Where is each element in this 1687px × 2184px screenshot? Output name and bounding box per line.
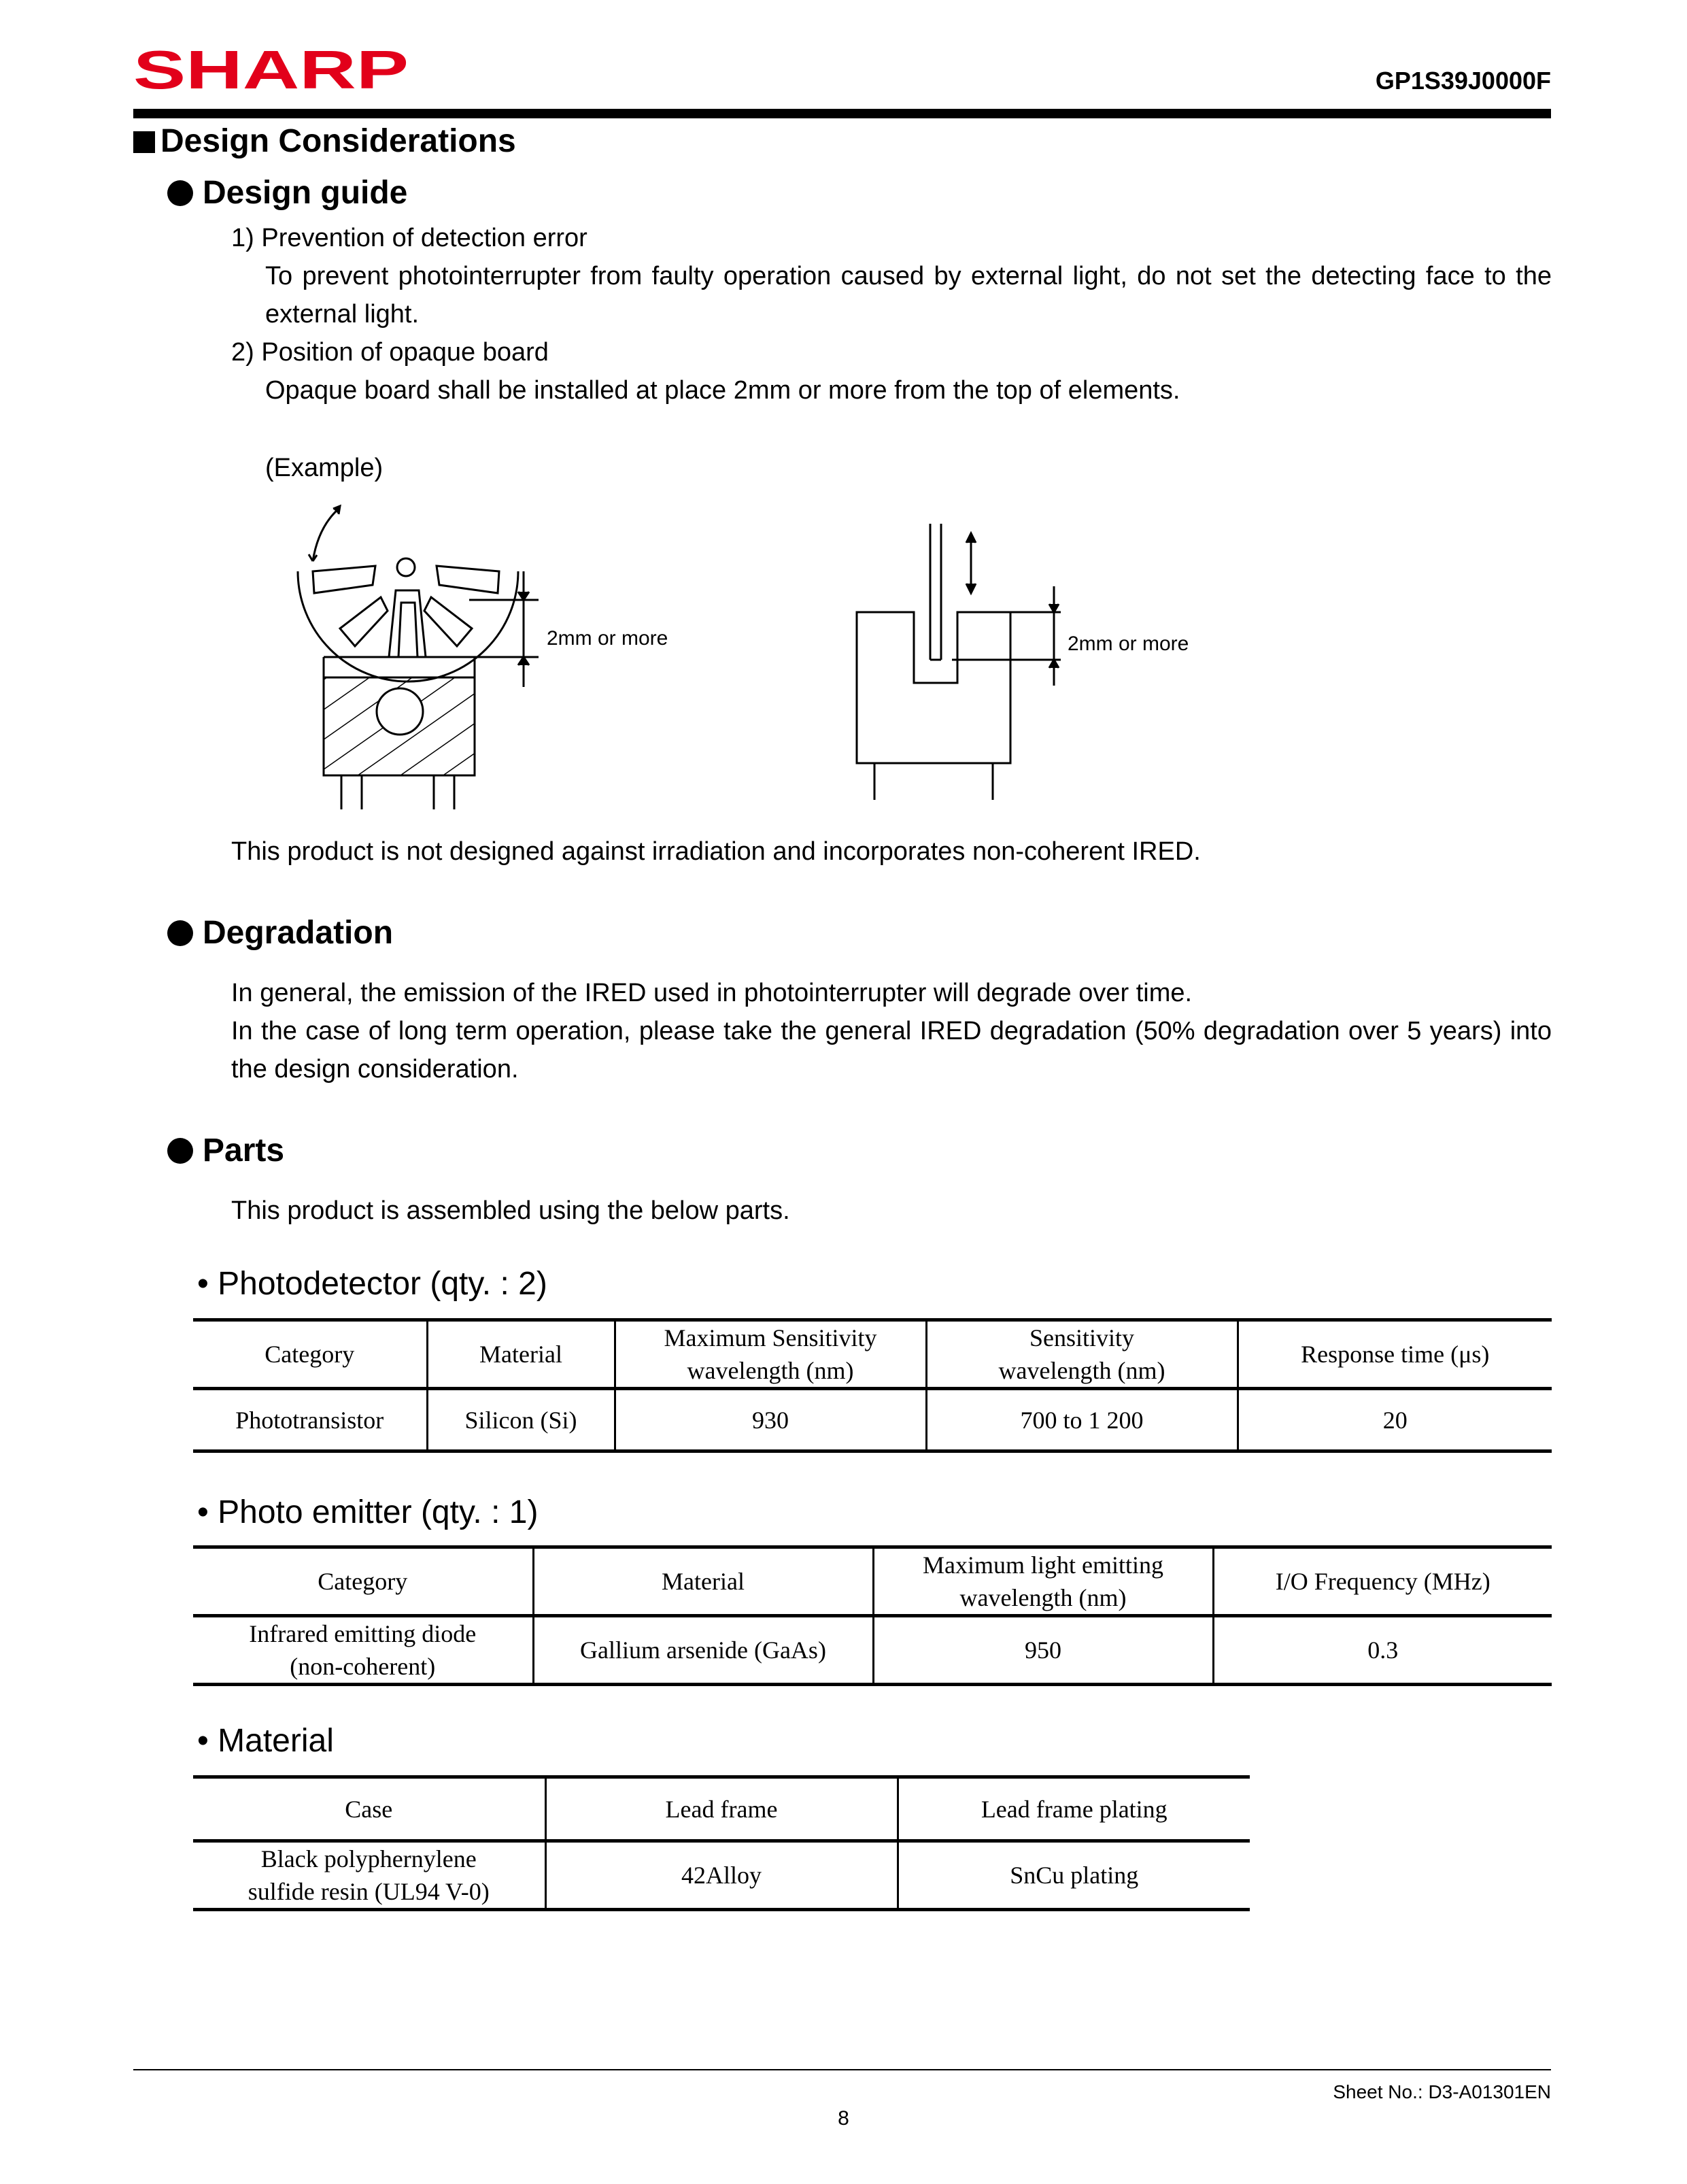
circle-bullet-icon xyxy=(167,920,193,946)
disc-outline xyxy=(298,571,518,682)
section-title: Design Considerations xyxy=(160,123,516,159)
table-cell: Black polyphernylene sulfide resin (UL94 V-0) xyxy=(193,1841,545,1910)
table-cell: 20 xyxy=(1238,1389,1552,1451)
header-cell: Response time (μs) xyxy=(1238,1320,1552,1389)
table-cell: Gallium arsenide (GaAs) xyxy=(533,1616,873,1685)
header-cell: Material xyxy=(533,1547,873,1616)
header-cell: Maximum Sensitivity wavelength (nm) xyxy=(615,1320,926,1389)
table-cell: 42Alloy xyxy=(545,1841,898,1910)
parts-intro: This product is assembled using the below parts. xyxy=(231,1196,790,1225)
document-id: GP1S39J0000F xyxy=(1375,67,1551,95)
table-cell: 950 xyxy=(873,1616,1213,1685)
circle-bullet-icon xyxy=(167,180,193,206)
item1-text: To prevent photointerrupter from faulty operation caused by external light, do not set the detecting face to the external light. xyxy=(265,262,1552,329)
table-row xyxy=(193,1841,1250,1910)
table-header-row xyxy=(193,1777,1250,1841)
header-cell: Sensitivity wavelength (nm) xyxy=(926,1320,1238,1389)
degradation-heading: Degradation xyxy=(167,914,393,952)
degradation-line2: In the case of long term operation, please take the general IRED degradation (50% degradation over 5 years) into the design consideration. xyxy=(231,1017,1552,1083)
page-number: 8 xyxy=(838,2107,849,2130)
example-label: (Example) xyxy=(265,454,384,482)
sharp-logo xyxy=(133,42,412,95)
header-cell: Category xyxy=(193,1547,533,1616)
square-bullet-icon xyxy=(133,131,155,153)
brand-text: SHARP xyxy=(133,42,409,95)
material-label: • Material xyxy=(197,1723,334,1759)
table-cell: SnCu plating xyxy=(898,1841,1250,1910)
table-row xyxy=(193,1616,1552,1685)
table-cell: Infrared emitting diode (non-coherent) xyxy=(193,1616,533,1685)
dimension-label-right: 2mm or more xyxy=(1068,633,1189,655)
header-cell: Case xyxy=(193,1777,545,1841)
header-cell: Maximum light emitting wavelength (nm) xyxy=(873,1547,1213,1616)
footer-rule xyxy=(133,2069,1551,2070)
parts-heading: Parts xyxy=(167,1132,284,1169)
sheet-number: Sheet No.: D3-A01301EN xyxy=(1333,2081,1551,2102)
table-header-row xyxy=(193,1320,1552,1389)
degradation-line1: In general, the emission of the IRED used in photointerrupter will degrade over time. xyxy=(231,979,1193,1007)
photodetector-label: • Photodetector (qty. : 2) xyxy=(197,1266,547,1302)
table-cell: 700 to 1 200 xyxy=(926,1389,1238,1451)
photo-emitter-table xyxy=(193,1545,1552,1686)
irradiation-note: This product is not designed against irradiation and incorporates non-coherent IRED. xyxy=(231,837,1201,866)
table-cell: Phototransistor xyxy=(193,1389,427,1451)
photo-emitter-label: • Photo emitter (qty. : 1) xyxy=(197,1494,539,1530)
item2-title: 2) Position of opaque board xyxy=(231,338,549,367)
header-cell: Lead frame plating xyxy=(898,1777,1250,1841)
material-table xyxy=(193,1775,1250,1911)
rotary-encoder-diagram xyxy=(286,497,707,809)
header-cell: Material xyxy=(427,1320,615,1389)
circle-bullet-icon xyxy=(167,1138,193,1164)
section-heading xyxy=(133,122,516,160)
design-guide-heading: Design guide xyxy=(167,174,407,212)
header-cell: I/O Frequency (MHz) xyxy=(1213,1547,1552,1616)
table-header-row xyxy=(193,1547,1552,1616)
dimension-label-left: 2mm or more xyxy=(547,627,668,650)
rotation-arrow-icon xyxy=(313,509,339,561)
table-cell: 0.3 xyxy=(1213,1616,1552,1685)
table-row xyxy=(193,1389,1552,1451)
slot-sensor-diagram xyxy=(843,524,1224,809)
header-cell: Lead frame xyxy=(545,1777,898,1841)
header-rule xyxy=(133,109,1551,118)
item1-title: 1) Prevention of detection error xyxy=(231,224,587,252)
header-cell: Category xyxy=(193,1320,427,1389)
photodetector-table xyxy=(193,1318,1552,1453)
item2-text: Opaque board shall be installed at place 2mm or more from the top of elements. xyxy=(265,376,1180,405)
sensor-housing xyxy=(857,612,1010,763)
table-cell: 930 xyxy=(615,1389,926,1451)
table-cell: Silicon (Si) xyxy=(427,1389,615,1451)
